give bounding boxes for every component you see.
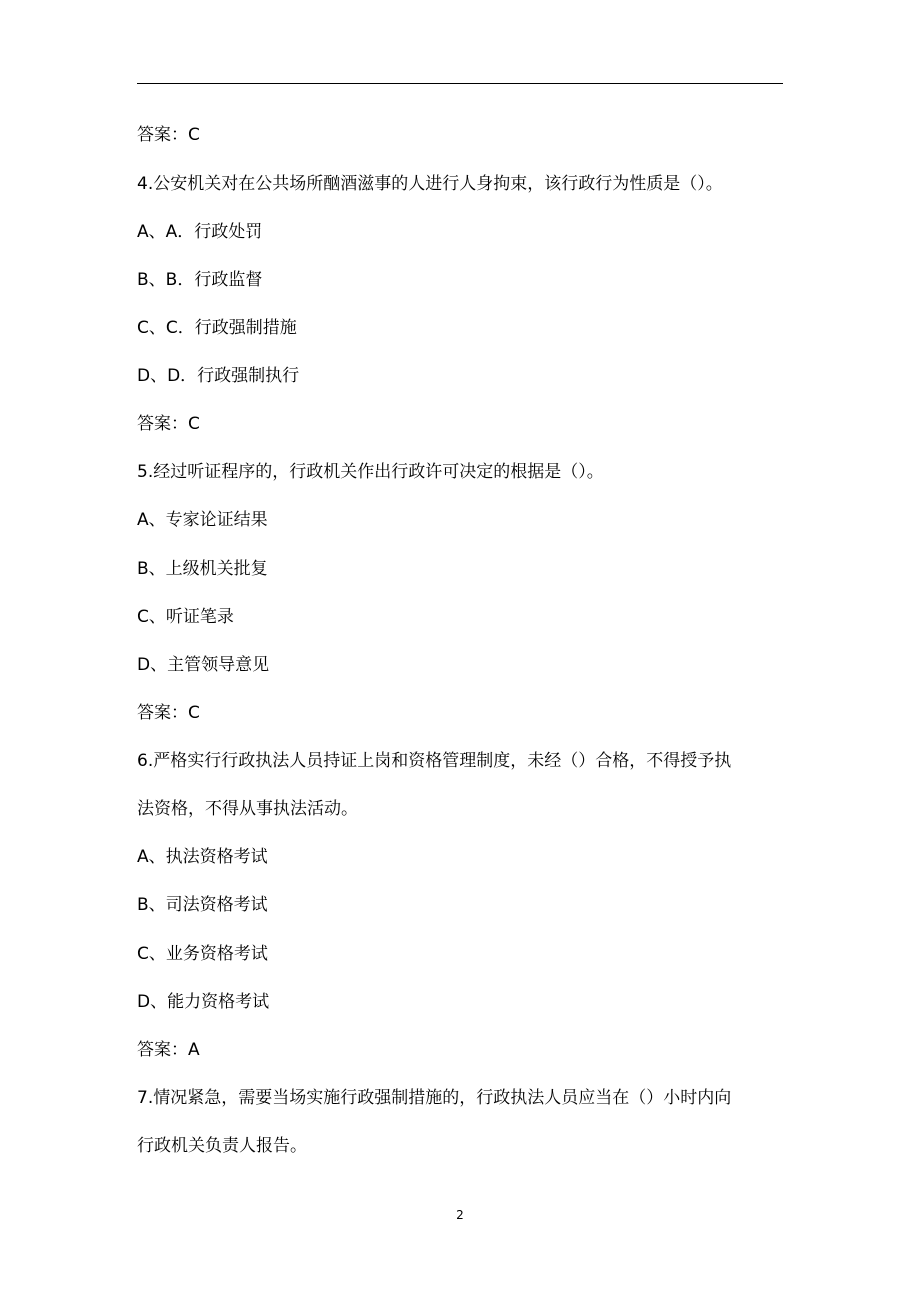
header-rule (137, 83, 783, 84)
option-5a: A、专家论证结果 (137, 510, 268, 530)
question-4: 4.公安机关对在公共场所酗酒滋事的人进行人身拘束，该行政行为性质是（）。 (137, 174, 723, 194)
option-4b: B、B．行政监督 (137, 270, 263, 290)
answer-q5: 答案：C (137, 703, 200, 723)
option-6d: D、能力资格考试 (137, 992, 270, 1012)
option-5c: C、听证笔录 (137, 607, 234, 627)
option-4a: A、A．行政处罚 (137, 222, 263, 242)
question-7-line1: 7.情况紧急，需要当场实施行政强制措施的，行政执法人员应当在（）小时内向 (137, 1088, 732, 1108)
option-4c: C、C．行政强制措施 (137, 318, 297, 338)
question-6-line1: 6.严格实行行政执法人员持证上岗和资格管理制度，未经（）合格，不得授予执 (137, 751, 732, 771)
option-5d: D、主管领导意见 (137, 655, 270, 675)
option-4d: D、D．行政强制执行 (137, 366, 300, 386)
option-6a: A、执法资格考试 (137, 847, 268, 867)
answer-q4: 答案：C (137, 414, 200, 434)
option-6b: B、司法资格考试 (137, 895, 268, 915)
question-7-line2: 行政机关负责人报告。 (137, 1136, 307, 1156)
question-5: 5.经过听证程序的，行政机关作出行政许可决定的根据是（）。 (137, 462, 604, 482)
answer-q6: 答案：A (137, 1040, 200, 1060)
answer-q3: 答案：C (137, 125, 200, 145)
page-number: 2 (456, 1208, 464, 1222)
question-6-line2: 法资格，不得从事执法活动。 (137, 799, 358, 819)
option-5b: B、上级机关批复 (137, 559, 268, 579)
option-6c: C、业务资格考试 (137, 944, 268, 964)
